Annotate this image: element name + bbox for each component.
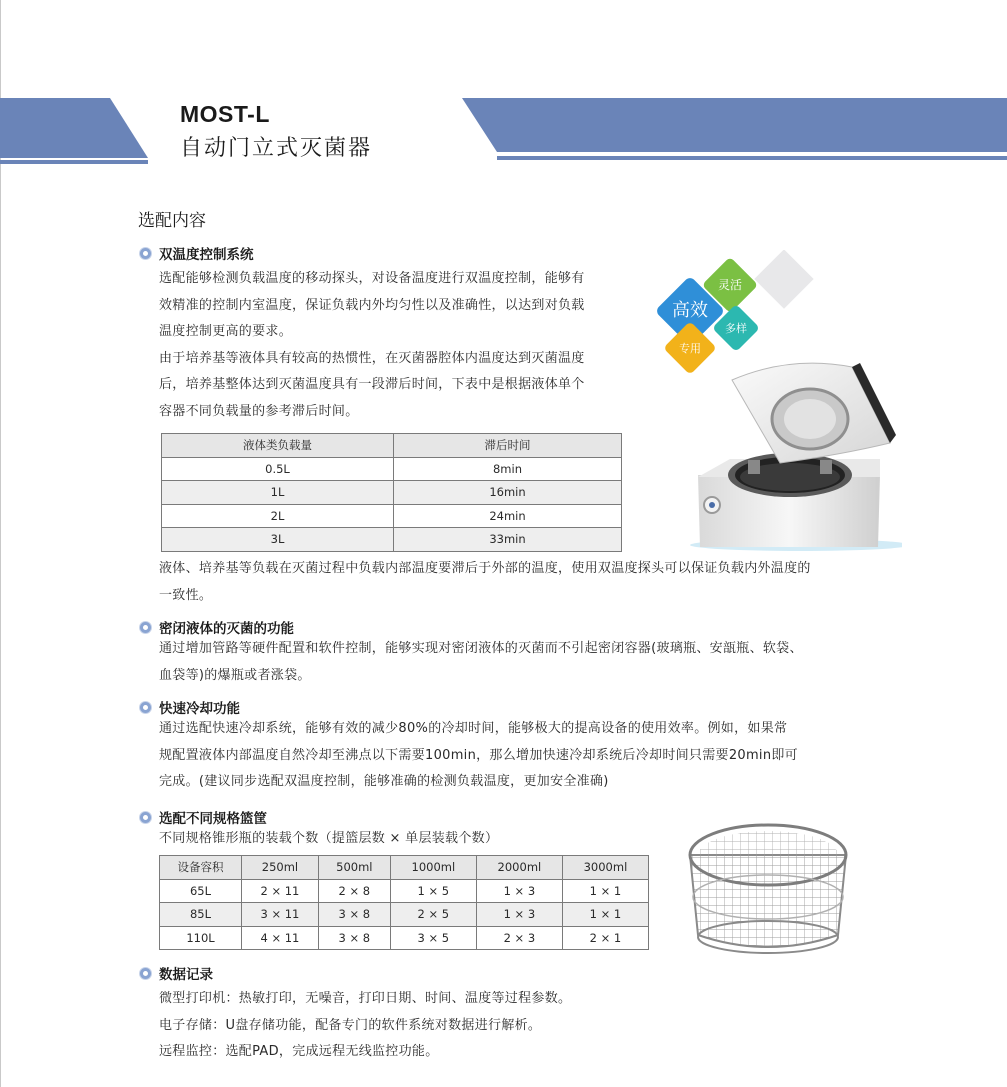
text-line: 选配能够检测负载温度的移动探头，对设备温度进行双温度控制，能够有 (159, 271, 585, 286)
table-cell: 2 × 5 (390, 903, 476, 927)
feature-heading-baskets (140, 807, 267, 827)
table-cell: 1 × 3 (476, 879, 562, 903)
table-cell: 3 × 8 (318, 903, 390, 927)
feature-title: 快速冷却功能 (159, 701, 240, 717)
text-line: 血袋等)的爆瓶或者涨袋。 (159, 667, 311, 683)
table-cell: 3L (162, 528, 394, 552)
baskets-description (159, 826, 498, 853)
text-line: 效精准的控制内室温度，保证负载内外均匀性以及准确性，以达到对负载 (159, 297, 585, 313)
table-cell: 3 × 8 (318, 926, 390, 950)
table-cell: 1 × 5 (390, 879, 476, 903)
table-cell: 2 × 1 (562, 926, 648, 950)
column-header: 2000ml (476, 856, 562, 880)
badge-label: 灵活 (717, 278, 743, 292)
bullet-icon (140, 968, 151, 979)
table-cell: 2 × 11 (242, 879, 319, 903)
badge-label: 专用 (679, 342, 701, 355)
text-line: 后，培养基整体达到灭菌温度具有一段滞后时间，下表中是根据液体单个 (159, 377, 585, 392)
table-row (160, 879, 649, 903)
table-cell: 1 × 1 (562, 903, 648, 927)
text-line: 完成。(建议同步选配双温度控制，能够准确的检测负载温度，更加安全准确) (159, 774, 609, 789)
column-header: 250ml (242, 856, 319, 880)
table-cell: 0.5L (162, 457, 394, 481)
table-cell: 3 × 11 (242, 903, 319, 927)
text-line: 通过选配快速冷却系统，能够有效的减少80%的冷却时间，能够极大的提高设备的使用效率。例如，如果常 (159, 721, 788, 736)
dual-temperature-description (159, 266, 585, 425)
feature-title: 数据记录 (159, 967, 213, 983)
text-line: 不同规格锥形瓶的装载个数（提篮层数 × 单层装载个数） (159, 831, 499, 846)
product-name: 自动门立式灭菌器 (180, 136, 373, 161)
table-cell: 85L (160, 903, 242, 927)
lag-time-table (161, 433, 622, 552)
feature-heading-fast-cooling (140, 697, 240, 717)
text-line: 一致性。 (159, 587, 213, 603)
text-line: 微型打印机：热敏打印，无噪音，打印日期、时间、温度等过程参数。 (159, 991, 572, 1006)
table-cell: 1L (162, 481, 394, 505)
table-row (162, 481, 622, 505)
text-line: 液体、培养基等负载在灭菌过程中负载内部温度要滞后于外部的温度，使用双温度探头可以保证负载内外温度的 (159, 561, 811, 576)
wire-basket-illustration (684, 817, 852, 955)
section-title: 选配内容 (138, 211, 206, 231)
bullet-icon (140, 812, 151, 823)
table-row (162, 457, 622, 481)
feature-title: 双温度控制系统 (159, 247, 254, 263)
text-line: 通过增加管路等硬件配置和软件控制，能够实现对密闭液体的灭菌而不引起密闭容器(玻璃瓶、安瓿瓶、软袋、 (159, 641, 803, 656)
table-cell: 4 × 11 (242, 926, 319, 950)
text-line: 由于培养基等液体具有较高的热惯性，在灭菌器腔体内温度达到灭菌温度 (159, 350, 585, 366)
table-cell: 2 × 8 (318, 879, 390, 903)
text-line: 温度控制更高的要求。 (159, 324, 293, 339)
table-cell: 24min (394, 504, 622, 528)
text-line: 远程监控：选配PAD，完成远程无线监控功能。 (159, 1044, 439, 1059)
product-code: MOST-L (180, 101, 270, 127)
column-header: 液体类负载量 (162, 434, 394, 458)
table-cell: 65L (160, 879, 242, 903)
table-cell: 3 × 5 (390, 926, 476, 950)
table-header-row (160, 856, 649, 880)
text-line: 规配置液体内部温度自然冷却至沸点以下需要100min，那么增加快速冷却系统后冷却时间只需要20min即可 (159, 747, 798, 763)
bullet-icon (140, 622, 151, 633)
feature-title: 密闭液体的灭菌的功能 (159, 621, 294, 637)
column-header: 3000ml (562, 856, 648, 880)
badge-label: 高效 (672, 300, 708, 321)
header-banner (0, 0, 1007, 170)
table-cell: 2 × 3 (476, 926, 562, 950)
basket-capacity-table (159, 855, 649, 950)
column-header: 1000ml (390, 856, 476, 880)
fast-cooling-description (159, 716, 798, 796)
table-cell: 1 × 1 (562, 879, 648, 903)
bullet-icon (140, 248, 151, 259)
feature-heading-dual-temperature (140, 243, 254, 263)
bullet-icon (140, 702, 151, 713)
dual-temperature-conclusion (159, 556, 811, 609)
badge-label: 多样 (725, 322, 747, 335)
data-recording-description (159, 986, 571, 1066)
table-row (162, 528, 622, 552)
table-cell: 16min (394, 481, 622, 505)
table-header-row (162, 434, 622, 458)
table-cell: 110L (160, 926, 242, 950)
feature-title: 选配不同规格篮筐 (159, 811, 267, 827)
autoclave-illustration (640, 255, 902, 555)
text-line: 容器不同负载量的参考滞后时间。 (159, 403, 359, 419)
feature-heading-data-recording (140, 963, 213, 983)
text-line: 电子存储：U盘存储功能，配备专门的软件系统对数据进行解析。 (159, 1017, 542, 1033)
table-cell: 33min (394, 528, 622, 552)
column-header: 500ml (318, 856, 390, 880)
table-cell: 8min (394, 457, 622, 481)
column-header: 设备容积 (160, 856, 242, 880)
table-cell: 2L (162, 504, 394, 528)
table-cell: 1 × 3 (476, 903, 562, 927)
column-header: 滞后时间 (394, 434, 622, 458)
table-row (160, 903, 649, 927)
table-row (160, 926, 649, 950)
feature-heading-sealed-liquid (140, 617, 294, 637)
sealed-liquid-description (159, 636, 803, 689)
table-row (162, 504, 622, 528)
